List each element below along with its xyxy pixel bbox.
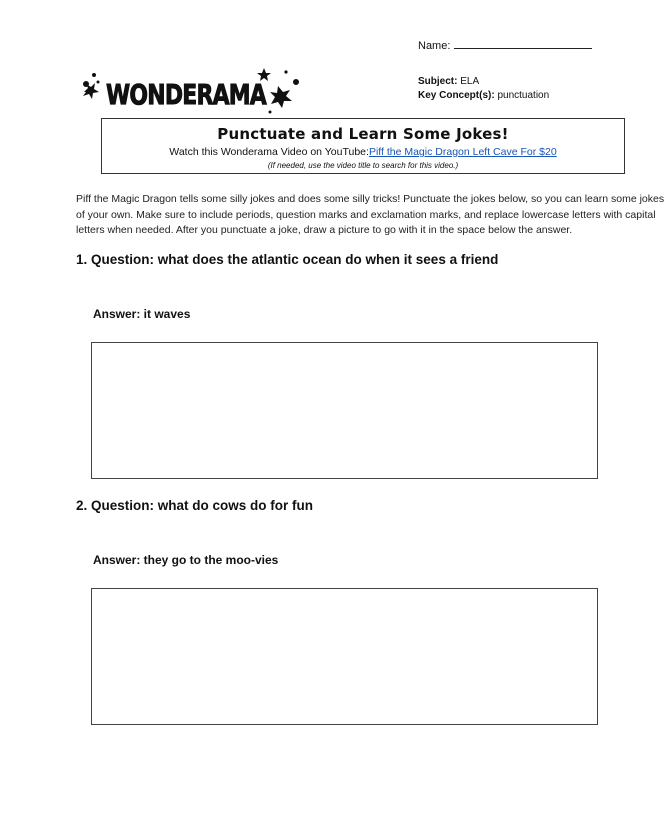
concept-line xyxy=(418,90,549,101)
subject-label: Subject: xyxy=(418,76,458,87)
video-note: (If needed, use the video title to search for this video.) xyxy=(267,161,459,170)
video-box-title: Punctuate and Learn Some Jokes! xyxy=(217,125,509,143)
question-1: 1. Question: what does the atlantic ocean do when it sees a friend xyxy=(76,252,499,267)
drawing-box-1[interactable] xyxy=(91,342,598,479)
wonderama-logo xyxy=(78,66,314,118)
subject-value: ELA xyxy=(460,76,480,87)
name-label: Name: xyxy=(418,40,451,52)
logo-wordmark: WONDERAMA xyxy=(106,78,268,111)
question-2: 2. Question: what do cows do for fun xyxy=(76,498,313,513)
drawing-box-2[interactable] xyxy=(91,588,598,725)
answer-2: Answer: they go to the moo-vies xyxy=(93,553,279,567)
name-field[interactable] xyxy=(418,38,592,52)
watch-line xyxy=(102,146,624,158)
concept-label: Key Concept(s): xyxy=(418,90,495,101)
answer-1: Answer: it waves xyxy=(93,307,191,321)
subject-line xyxy=(418,76,479,87)
watch-text: Watch this Wonderama Video on YouTube: xyxy=(169,146,369,158)
name-blank-line[interactable] xyxy=(454,38,592,49)
video-link[interactable]: Piff the Magic Dragon Left Cave For $20 xyxy=(368,146,557,158)
video-info-box xyxy=(101,118,625,174)
instructions-paragraph: Piff the Magic Dragon tells some silly jokes and does some silly tricks! Punctuate the jokes below, so you can learn some jokes of your own. Make sure to include periods, question marks and exclamation marks, and replace lowercase letters with capital letters when needed. After you punctuate a joke, draw a picture to go with it in the space below the answer. xyxy=(76,193,665,236)
concept-value: punctuation xyxy=(497,90,550,101)
